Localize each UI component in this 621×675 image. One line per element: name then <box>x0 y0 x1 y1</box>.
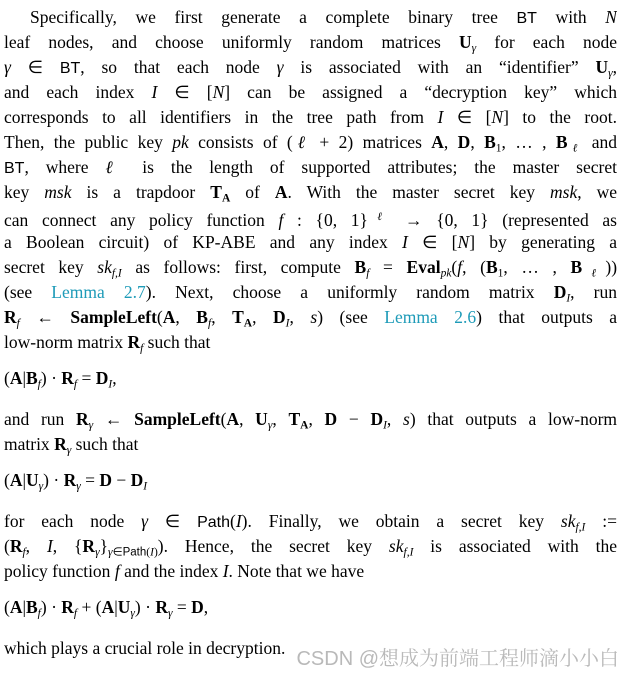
text-line <box>4 330 617 355</box>
text-run: R <box>127 332 141 352</box>
text-run: I <box>222 561 229 581</box>
text-run: and <box>582 132 617 152</box>
text-run: ∈ <box>148 511 198 531</box>
text-line <box>4 5 617 30</box>
text-run: s <box>310 307 318 327</box>
text-run: I <box>437 107 444 127</box>
text-run: N <box>491 107 504 127</box>
text-run: )) <box>605 257 617 277</box>
text-run: ) · <box>40 597 62 617</box>
text-run: , <box>443 132 458 152</box>
text-run: ) <box>153 546 158 559</box>
text-run: ← <box>19 307 71 327</box>
text-run: A <box>226 409 240 429</box>
text-run: s <box>403 409 410 429</box>
text-run: Then, the public key <box>4 132 173 152</box>
text-run: is associated with an “identifier” <box>283 57 596 77</box>
text-run: Path <box>122 546 147 559</box>
text-run: ( <box>451 257 458 277</box>
text-run: key <box>4 182 45 202</box>
text-run: γ <box>167 607 173 620</box>
text-run: f <box>22 546 26 559</box>
text-run: is the length of supported attributes; the master secret <box>125 157 617 177</box>
text-run: γ <box>471 42 477 55</box>
text-run: | <box>114 597 118 617</box>
text-run: and the index <box>119 561 223 581</box>
text-run: D <box>95 368 109 388</box>
text-run: A <box>300 419 309 432</box>
text-run: and run <box>4 409 76 429</box>
text-run: ( <box>4 536 10 556</box>
text-run: . With the master secret key <box>287 182 550 202</box>
text-line <box>4 432 617 457</box>
text-run: = <box>369 257 407 277</box>
text-run: ℓ <box>367 211 392 223</box>
text-run: Eval <box>406 257 441 277</box>
text-run: R <box>76 409 89 429</box>
text-line <box>4 509 617 534</box>
text-run: R <box>82 536 96 556</box>
text-run: ← <box>93 409 135 429</box>
text-run: msk <box>550 182 578 202</box>
text-run: , <box>470 132 485 152</box>
text-run: B <box>196 307 208 327</box>
text-run: f,I <box>111 267 122 280</box>
text-run: consists of ( <box>188 132 293 152</box>
text-run: γ <box>108 546 113 559</box>
text-run: f <box>16 317 20 330</box>
document-content <box>4 5 617 661</box>
text-run: I <box>143 480 148 493</box>
text-run: γ <box>38 480 44 493</box>
text-run: ( <box>156 307 163 327</box>
text-run: ) that outputs a low-norm <box>409 409 617 429</box>
text-run: , … , <box>503 257 571 277</box>
text-line <box>4 230 617 255</box>
text-run: | <box>22 470 26 490</box>
text-run: γ <box>95 546 100 559</box>
text-run: , where <box>24 157 106 177</box>
text-run: N <box>457 232 470 252</box>
text-run: A <box>9 368 23 388</box>
text-run: I <box>402 232 408 252</box>
text-run: ℓ <box>567 142 583 155</box>
text-run: , <box>203 597 209 617</box>
text-line <box>4 105 617 130</box>
text-run: ). Finally, we obtain a secret key <box>241 511 561 531</box>
text-run: = <box>80 470 100 490</box>
text-run: , <box>252 307 273 327</box>
text-run: leaf nodes, and choose uniformly random matrices <box>4 32 459 52</box>
text-run: f,I <box>403 546 414 559</box>
equation <box>4 595 617 620</box>
text-run: for each node <box>476 32 617 52</box>
text-run: : {0, 1} <box>283 210 368 230</box>
text-run: , <box>289 307 311 327</box>
text-line <box>4 80 617 105</box>
text-run: A <box>162 307 176 327</box>
text-run: , <box>386 409 403 429</box>
text-run: ℓ <box>105 157 126 177</box>
text-run: U <box>595 57 609 77</box>
text-run: f,I <box>575 521 586 534</box>
sans-term: BT <box>516 10 537 27</box>
sans-term: Path <box>197 514 230 531</box>
text-run: γ <box>88 419 94 432</box>
text-run: A <box>101 597 115 617</box>
text-run: B <box>484 132 496 152</box>
text-run: | <box>22 597 26 617</box>
text-run: A <box>9 470 23 490</box>
text-run: U <box>25 470 39 490</box>
text-run: which plays a crucial role in decryption. <box>4 638 286 658</box>
text-run: sk <box>388 536 404 556</box>
text-run: A <box>431 132 444 152</box>
text-run: , <box>175 307 197 327</box>
text-run: (see <box>4 282 52 302</box>
text-run: R <box>155 597 168 617</box>
text-run: f <box>37 607 41 620</box>
text-run: SampleLeft <box>134 409 221 429</box>
text-line <box>4 534 617 559</box>
sans-term: BT <box>59 60 81 77</box>
text-run: , <box>211 307 233 327</box>
text-run: D <box>273 307 286 327</box>
text-run: D <box>457 132 471 152</box>
text-run: is associated with the <box>413 536 617 556</box>
text-run: R <box>9 536 23 556</box>
text-run: γ <box>276 57 284 77</box>
text-run: I <box>383 419 387 432</box>
text-run: B <box>485 257 498 277</box>
text-run: SampleLeft <box>70 307 157 327</box>
text-run: . Note that we have <box>228 561 365 581</box>
text-run: and each index <box>4 82 152 102</box>
text-run: ). Next, choose a uniformly random matrix <box>145 282 554 302</box>
text-run: , { <box>52 536 83 556</box>
text-run: f <box>140 342 144 355</box>
text-run: is a trapdoor <box>71 182 211 202</box>
text-run: f <box>37 378 41 391</box>
text-line <box>4 305 617 330</box>
text-run: T <box>210 182 222 202</box>
text-run: ∈ [ <box>443 107 492 127</box>
text-run: secret key <box>4 257 98 277</box>
text-line <box>4 280 617 305</box>
text-run: for each node <box>4 511 142 531</box>
text-run: 1 <box>495 142 502 155</box>
text-run: , <box>25 536 47 556</box>
text-run: ∈ <box>10 57 60 77</box>
text-run: γ <box>66 444 72 457</box>
text-run: + 2) matrices <box>310 132 432 152</box>
text-run: R <box>4 307 17 327</box>
text-run: N <box>212 82 225 102</box>
text-run: I <box>150 546 154 559</box>
text-run: ℓ <box>292 132 311 152</box>
text-run: γ <box>4 57 11 77</box>
text-run: ). Hence, the secret key <box>157 536 389 556</box>
text-run: γ <box>130 607 135 620</box>
csdn-watermark: CSDN @想成为前端工程师滴小小白 <box>296 648 619 670</box>
text-run: B <box>555 132 568 152</box>
text-run: matrix <box>4 434 55 454</box>
text-line <box>4 407 617 432</box>
text-run: − <box>337 409 371 429</box>
text-run: sk <box>97 257 112 277</box>
text-run: I <box>566 292 571 305</box>
text-run: ( <box>220 409 227 429</box>
text-run: 1 <box>497 267 504 280</box>
text-run: I <box>108 378 113 391</box>
text-run: U <box>458 32 472 52</box>
lemma-2-7-link[interactable]: Lemma 2.7 <box>51 282 146 302</box>
text-run: of <box>230 182 275 202</box>
text-run: f <box>207 317 212 330</box>
text-run: I <box>46 536 53 556</box>
text-run: ) (see <box>317 307 385 327</box>
text-line <box>4 205 617 230</box>
text-run: f <box>457 257 463 277</box>
text-run: T <box>232 307 244 327</box>
text-line <box>4 255 617 280</box>
text-run: − <box>112 470 131 490</box>
text-run: D <box>130 470 144 490</box>
lemma-2-6-link[interactable]: Lemma 2.6 <box>384 307 477 327</box>
text-run: ∈ [ <box>157 82 213 102</box>
text-run: ∈ <box>112 546 123 559</box>
text-run: policy function <box>4 561 115 581</box>
text-run: , <box>308 409 325 429</box>
text-run: f <box>278 210 284 230</box>
text-run: ] to the root. <box>503 107 617 127</box>
text-line <box>4 559 617 584</box>
text-run: pk <box>172 132 189 152</box>
text-line <box>4 30 617 55</box>
text-line <box>4 180 617 205</box>
text-run: D <box>370 409 384 429</box>
text-run: ) that outputs a <box>476 307 617 327</box>
text-run: = <box>77 368 96 388</box>
text-run: , … , <box>501 132 556 152</box>
text-run: , ( <box>462 257 486 277</box>
text-run: | <box>22 368 26 388</box>
text-run: A <box>274 182 288 202</box>
text-run: Specifically, we first generate a complete binary tree <box>30 7 517 27</box>
text-run: a Boolean circuit) of KP-ABE and any index <box>4 232 403 252</box>
text-run: ) · <box>134 597 156 617</box>
text-run: → {0, 1} (represented as <box>391 210 617 230</box>
text-run: ∈ [ <box>407 232 458 252</box>
text-run: B <box>570 257 583 277</box>
text-line <box>4 55 617 80</box>
text-run: D <box>99 470 113 490</box>
text-run: corresponds to all identifiers in the tree path from <box>4 107 438 127</box>
text-run: I <box>285 317 290 330</box>
text-run: ] by generating a <box>469 232 617 252</box>
text-run: A <box>9 597 23 617</box>
text-run: sk <box>560 511 576 531</box>
text-run: ( <box>146 546 151 559</box>
text-run: with <box>536 7 606 27</box>
text-run: A <box>221 192 231 205</box>
text-line <box>4 130 617 155</box>
text-run: ( <box>230 511 236 531</box>
text-run: := <box>585 511 617 531</box>
text-run: f <box>73 607 78 620</box>
text-run: R <box>54 434 67 454</box>
text-run: U <box>117 597 131 617</box>
text-run: as follows: first, compute <box>121 257 355 277</box>
text-line <box>4 636 617 661</box>
sans-term: BT <box>4 160 25 177</box>
text-run: pk <box>440 267 452 280</box>
text-run: D <box>553 282 567 302</box>
text-run: f <box>366 267 370 280</box>
text-run: γ <box>76 480 81 493</box>
text-run: I <box>151 82 158 102</box>
text-run: low-norm matrix <box>4 332 128 352</box>
text-run: B <box>25 597 38 617</box>
text-run: ) · <box>40 368 62 388</box>
text-run: ( <box>4 368 10 388</box>
text-run: f <box>73 378 78 391</box>
text-run: = <box>172 597 192 617</box>
text-run: I <box>235 511 242 531</box>
text-run: N <box>605 7 617 27</box>
text-run: can connect any policy function <box>4 210 279 230</box>
text-run: ( <box>4 470 10 490</box>
text-run: R <box>61 597 74 617</box>
text-run: , <box>112 368 117 388</box>
text-run: T <box>288 409 301 429</box>
text-run: D <box>191 597 204 617</box>
text-run: such that <box>143 332 211 352</box>
text-run: , run <box>570 282 617 302</box>
text-run: B <box>354 257 367 277</box>
text-run: f <box>114 561 120 581</box>
text-run: , so that each node <box>80 57 277 77</box>
text-run: , <box>612 57 617 77</box>
text-run: R <box>63 470 77 490</box>
equation <box>4 366 617 391</box>
text-run: } <box>99 536 109 556</box>
text-run: , we <box>577 182 617 202</box>
text-run: U <box>255 409 268 429</box>
text-line <box>4 155 617 180</box>
text-run: D <box>324 409 338 429</box>
text-run: B <box>25 368 38 388</box>
text-run: γ <box>608 67 613 80</box>
text-run: such that <box>71 434 139 454</box>
text-run: ) · <box>43 470 64 490</box>
equation <box>4 468 617 493</box>
text-run: ℓ <box>582 267 606 280</box>
text-run: A <box>243 317 253 330</box>
text-run: + ( <box>77 597 102 617</box>
text-run: γ <box>141 511 149 531</box>
text-run: ] can be assigned a “decryption key” which <box>224 82 617 102</box>
text-run: R <box>61 368 74 388</box>
text-run: , <box>272 409 289 429</box>
text-run: γ <box>267 419 273 432</box>
text-run: ( <box>4 597 10 617</box>
text-run: , <box>239 409 256 429</box>
text-run: msk <box>44 182 72 202</box>
